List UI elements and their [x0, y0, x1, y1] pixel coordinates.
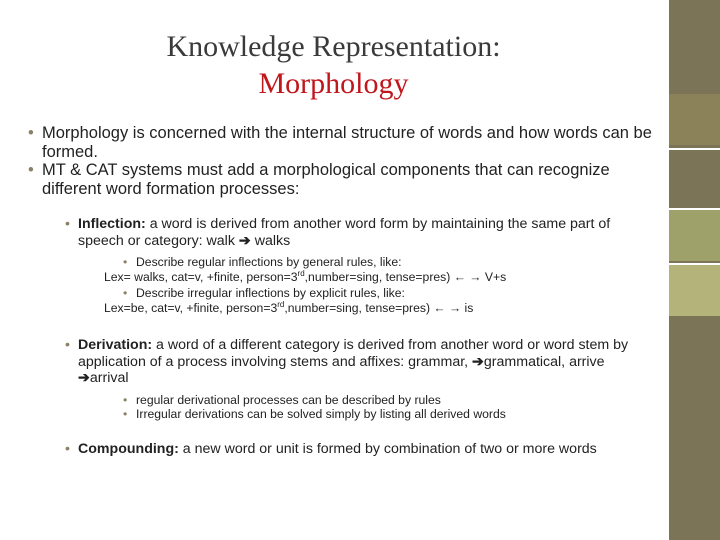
inflection-term: Inflection:	[78, 216, 146, 232]
rule-text: Lex= walks, cat=v, +finite, person=3	[104, 270, 298, 284]
title-line-1: Knowledge Representation:	[166, 30, 501, 63]
arrow-right-icon: ➔	[238, 232, 251, 249]
inflection-bullet	[65, 216, 658, 249]
main-bullet	[28, 161, 658, 198]
bullet-dot-icon: •	[28, 124, 34, 142]
arrow-right-icon: ➔	[78, 370, 90, 386]
rule-sup: rd	[277, 299, 285, 309]
bullet-dot-icon: •	[123, 286, 128, 300]
decorative-sidebar	[667, 0, 720, 540]
title-line-2: Morphology	[258, 67, 409, 100]
inflection-text: a word is derived from another word form by maintaining the same part of speech or category: walk	[78, 216, 611, 249]
derivation-text: a word of a different category is derived from another word or word stem by application of a process involving stems and affixes: grammar,	[78, 337, 629, 370]
inflection-text-end: walks	[250, 232, 291, 249]
derivation-text-end: arrival	[89, 370, 129, 386]
sidebar-square	[669, 208, 720, 261]
derivation-text-mid: grammatical, arrive	[483, 353, 605, 370]
sub-bullet-text: Describe irregular inflections by explicit rules, like:	[136, 286, 405, 300]
rule-result: V+s	[481, 270, 507, 284]
slide-title	[0, 28, 667, 102]
bullet-text: MT & CAT systems must add a morphological components that can recognize different word formation processes:	[42, 161, 610, 198]
compounding-term: Compounding:	[78, 440, 179, 457]
bullet-dot-icon: •	[123, 255, 128, 269]
double-arrow-icon: ← →	[433, 301, 462, 315]
arrow-right-icon: ➔	[472, 353, 484, 370]
sub-bullet	[123, 393, 658, 407]
compounding-text: a new word or unit is formed by combination of two or more words	[178, 440, 597, 457]
compounding-bullet	[65, 441, 658, 458]
bullet-dot-icon: •	[65, 216, 70, 232]
sidebar-square	[669, 263, 720, 316]
rule-text: ,number=sing, tense=pres)	[284, 301, 434, 315]
sub-bullet	[123, 255, 658, 269]
derivation-term: Derivation:	[78, 337, 153, 353]
bullet-dot-icon: •	[123, 406, 128, 421]
sidebar-square	[669, 94, 720, 145]
sidebar-square	[669, 148, 720, 201]
rule-sup: rd	[297, 268, 305, 278]
sub-bullet-text: Describe regular inflections by general rules, like:	[136, 255, 402, 269]
rule-text: Lex=be, cat=v, +finite, person=3	[104, 301, 278, 315]
rule-line	[104, 300, 658, 317]
slide-content	[28, 124, 658, 457]
rule-line	[104, 269, 658, 286]
double-arrow-icon: ← →	[453, 270, 482, 284]
bullet-dot-icon: •	[28, 161, 34, 179]
main-bullet	[28, 124, 658, 161]
bullet-text: Morphology is concerned with the internal structure of words and how words can be formed.	[42, 124, 652, 161]
rule-result: is	[461, 301, 474, 315]
bullet-dot-icon: •	[123, 392, 128, 407]
sub-bullet	[123, 407, 658, 421]
bullet-dot-icon: •	[65, 440, 70, 457]
sub-bullet	[123, 286, 658, 300]
rule-text: ,number=sing, tense=pres)	[304, 270, 454, 284]
sub-bullet-text: Irregular derivations can be solved simply by listing all derived words	[136, 406, 506, 421]
sub-bullet-text: regular derivational processes can be described by rules	[136, 392, 441, 407]
bullet-dot-icon: •	[65, 337, 70, 353]
derivation-bullet	[65, 337, 658, 387]
